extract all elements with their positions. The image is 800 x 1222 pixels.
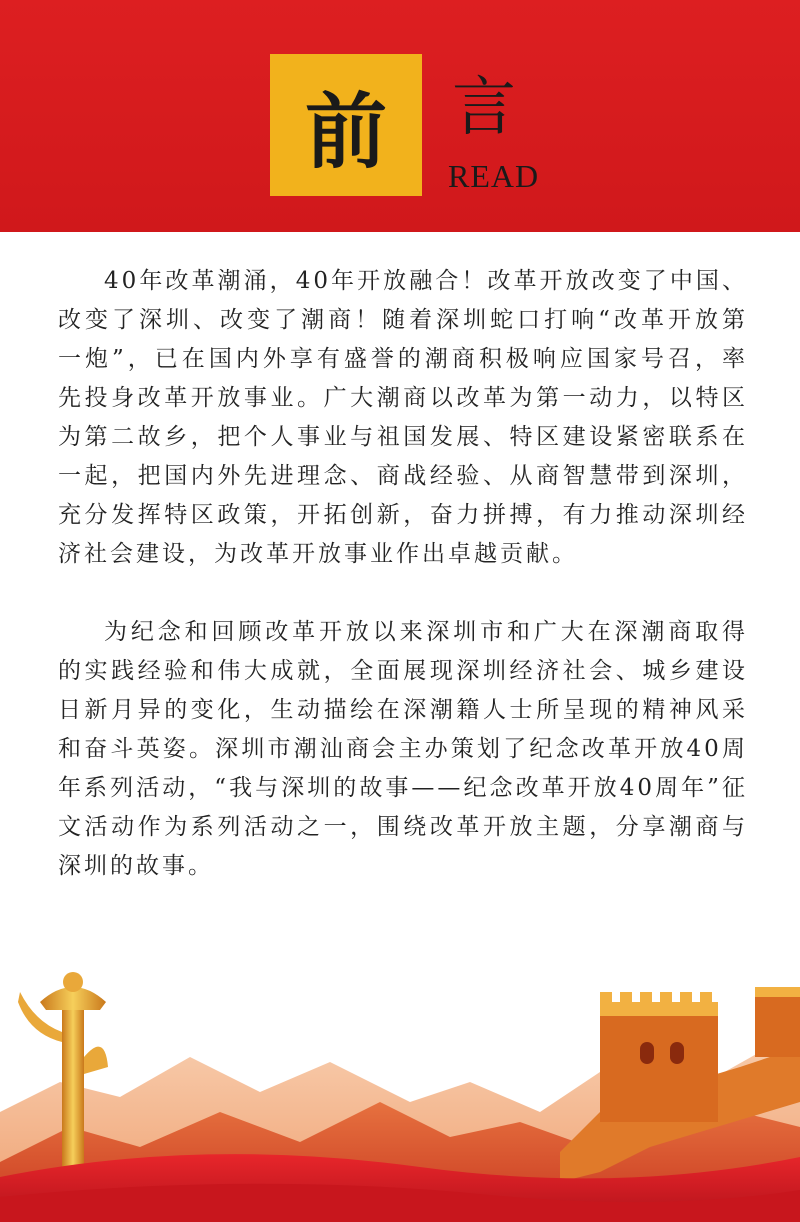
- header-banner: [0, 0, 800, 232]
- paragraph-2: 为纪念和回顾改革开放以来深圳市和广大在深潮商取得的实践经验和伟大成就，全面展现深圳经济社会、城乡建设日新月异的变化，生动描绘在深潮籍人士所呈现的精神风采和奋斗英姿。深圳市潮汕商会主办策划了纪念改革开放40周年系列活动，“我与深圳的故事——纪念改革开放40周年”征文活动作为系列活动之一，围绕改革开放主题，分享潮商与深圳的故事。: [58, 619, 748, 879]
- preface-body: [58, 262, 748, 886]
- page-title-second: 言: [452, 71, 516, 145]
- paragraph-1: 40年改革潮涌，40年开放融合！改革开放改变了中国、改变了深圳、改变了潮商！随着深圳蛇口打响“改革开放第一炮”，已在国内外享有盛誉的潮商积极响应国家号召，率先投身改革开放事业。广大潮商以改革为第一动力，以特区为第二故乡，把个人事业与祖国发展、特区建设紧密联系在一起，把国内外先进理念、商战经验、从商智慧带到深圳，充分发挥特区政策，开拓创新，奋力拼搏，有力推动深圳经济社会建设，为改革开放事业作出卓越贡献。: [58, 268, 748, 567]
- page-title-english: READ: [448, 158, 540, 194]
- watchtower: [600, 1002, 718, 1122]
- great-wall-illustration: [0, 962, 800, 1222]
- page-title-main: 前: [304, 83, 387, 180]
- title-box: [270, 54, 422, 196]
